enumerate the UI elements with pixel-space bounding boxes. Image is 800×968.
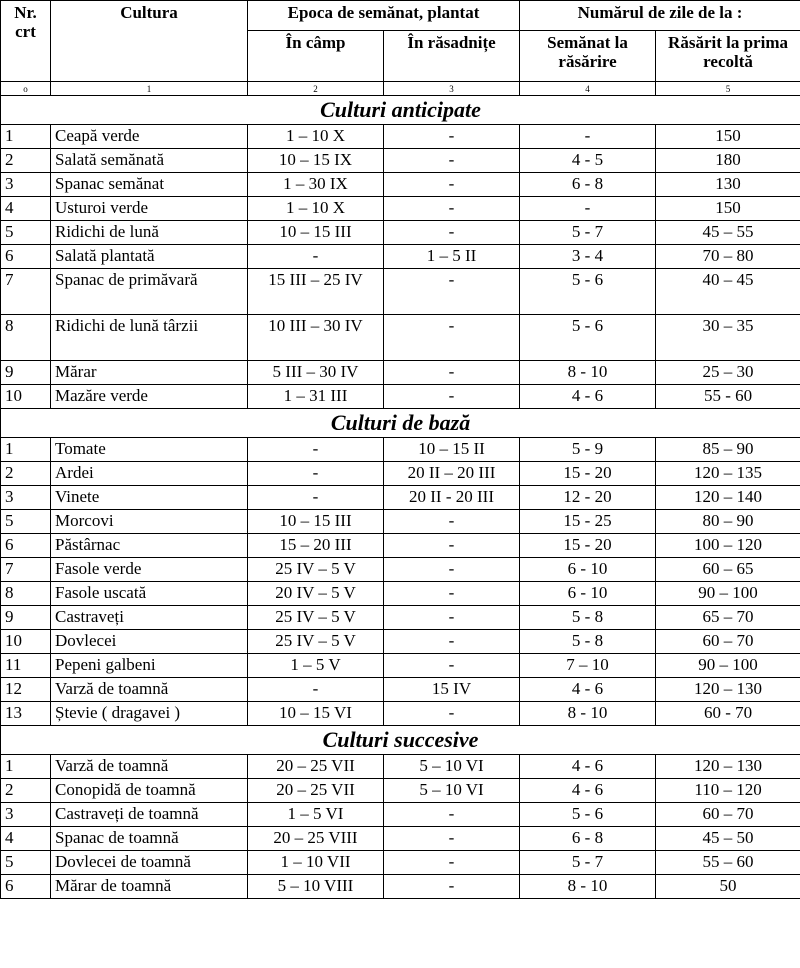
table-row xyxy=(1,486,800,510)
days-sowing-to-emergence-cell: 15 - 20 xyxy=(520,462,656,486)
section-header-row xyxy=(1,726,800,755)
days-emergence-to-harvest-cell: 85 – 90 xyxy=(656,438,800,462)
nursery-sowing-period-cell: - xyxy=(384,197,520,221)
crop-name-cell: Morcovi xyxy=(51,510,248,534)
column-index: 5 xyxy=(656,82,800,96)
column-index: 2 xyxy=(248,82,384,96)
table-row xyxy=(1,173,800,197)
days-emergence-to-harvest-cell: 55 - 60 xyxy=(656,385,800,409)
row-number-cell: 5 xyxy=(1,510,51,534)
table-row xyxy=(1,558,800,582)
days-emergence-to-harvest-cell: 65 – 70 xyxy=(656,606,800,630)
days-emergence-to-harvest-cell: 120 – 135 xyxy=(656,462,800,486)
header-semanat-rasarire: Semănat la răsărire xyxy=(520,31,656,82)
table-row xyxy=(1,678,800,702)
table-row xyxy=(1,385,800,409)
days-emergence-to-harvest-cell: 70 – 80 xyxy=(656,245,800,269)
table-row xyxy=(1,315,800,361)
field-sowing-period-cell: 10 – 15 IX xyxy=(248,149,384,173)
field-sowing-period-cell: 10 – 15 VI xyxy=(248,702,384,726)
nursery-sowing-period-cell: - xyxy=(384,702,520,726)
crop-name-cell: Mărar xyxy=(51,361,248,385)
days-emergence-to-harvest-cell: 45 – 50 xyxy=(656,827,800,851)
row-number-cell: 9 xyxy=(1,606,51,630)
field-sowing-period-cell: 10 III – 30 IV xyxy=(248,315,384,361)
header-rasarit-recolta: Răsărit la prima recoltă xyxy=(656,31,800,82)
header-numarul-zile: Numărul de zile de la : xyxy=(520,1,800,31)
field-sowing-period-cell: 1 – 5 V xyxy=(248,654,384,678)
row-number-cell: 9 xyxy=(1,361,51,385)
crop-name-cell: Castraveți xyxy=(51,606,248,630)
days-emergence-to-harvest-cell: 45 – 55 xyxy=(656,221,800,245)
field-sowing-period-cell: 1 – 30 IX xyxy=(248,173,384,197)
days-sowing-to-emergence-cell: 8 - 10 xyxy=(520,875,656,899)
table-row xyxy=(1,245,800,269)
days-sowing-to-emergence-cell: 5 - 8 xyxy=(520,606,656,630)
days-emergence-to-harvest-cell: 130 xyxy=(656,173,800,197)
row-number-cell: 7 xyxy=(1,558,51,582)
table-row xyxy=(1,630,800,654)
field-sowing-period-cell: - xyxy=(248,462,384,486)
days-sowing-to-emergence-cell: 15 - 20 xyxy=(520,534,656,558)
crop-name-cell: Varză de toamnă xyxy=(51,678,248,702)
header-epoca: Epoca de semănat, plantat xyxy=(248,1,520,31)
field-sowing-period-cell: 20 – 25 VIII xyxy=(248,827,384,851)
table-row xyxy=(1,462,800,486)
crop-name-cell: Spanac de primăvară xyxy=(51,269,248,315)
nursery-sowing-period-cell: - xyxy=(384,582,520,606)
days-emergence-to-harvest-cell: 60 – 70 xyxy=(656,630,800,654)
field-sowing-period-cell: 20 – 25 VII xyxy=(248,779,384,803)
crop-name-cell: Vinete xyxy=(51,486,248,510)
column-index: o xyxy=(1,82,51,96)
days-emergence-to-harvest-cell: 30 – 35 xyxy=(656,315,800,361)
section-title: Culturi anticipate xyxy=(1,96,800,125)
crop-name-cell: Ardei xyxy=(51,462,248,486)
row-number-cell: 1 xyxy=(1,125,51,149)
header-in-rasadnite: În răsadnițe xyxy=(384,31,520,82)
crop-name-cell: Dovlecei de toamnă xyxy=(51,851,248,875)
field-sowing-period-cell: 15 – 20 III xyxy=(248,534,384,558)
days-sowing-to-emergence-cell: 4 - 6 xyxy=(520,755,656,779)
days-emergence-to-harvest-cell: 110 – 120 xyxy=(656,779,800,803)
row-number-cell: 6 xyxy=(1,875,51,899)
row-number-cell: 4 xyxy=(1,197,51,221)
row-number-cell: 2 xyxy=(1,779,51,803)
row-number-cell: 3 xyxy=(1,173,51,197)
crop-name-cell: Fasole verde xyxy=(51,558,248,582)
crop-name-cell: Dovlecei xyxy=(51,630,248,654)
nursery-sowing-period-cell: 20 II – 20 III xyxy=(384,462,520,486)
row-number-cell: 3 xyxy=(1,486,51,510)
days-emergence-to-harvest-cell: 100 – 120 xyxy=(656,534,800,558)
section-title: Culturi succesive xyxy=(1,726,800,755)
field-sowing-period-cell: 1 – 10 X xyxy=(248,125,384,149)
field-sowing-period-cell: 5 III – 30 IV xyxy=(248,361,384,385)
table-row xyxy=(1,851,800,875)
row-number-cell: 6 xyxy=(1,245,51,269)
crop-name-cell: Păstârnac xyxy=(51,534,248,558)
nursery-sowing-period-cell: - xyxy=(384,125,520,149)
nursery-sowing-period-cell: - xyxy=(384,361,520,385)
days-emergence-to-harvest-cell: 60 – 70 xyxy=(656,803,800,827)
row-number-cell: 12 xyxy=(1,678,51,702)
field-sowing-period-cell: 20 IV – 5 V xyxy=(248,582,384,606)
header-in-camp: În câmp xyxy=(248,31,384,82)
row-number-cell: 11 xyxy=(1,654,51,678)
table-row xyxy=(1,803,800,827)
days-emergence-to-harvest-cell: 40 – 45 xyxy=(656,269,800,315)
days-emergence-to-harvest-cell: 120 – 130 xyxy=(656,755,800,779)
nursery-sowing-period-cell: - xyxy=(384,385,520,409)
table-row xyxy=(1,510,800,534)
crop-name-cell: Ștevie ( dragavei ) xyxy=(51,702,248,726)
row-number-cell: 5 xyxy=(1,221,51,245)
field-sowing-period-cell: 15 III – 25 IV xyxy=(248,269,384,315)
table-row xyxy=(1,654,800,678)
days-emergence-to-harvest-cell: 90 – 100 xyxy=(656,582,800,606)
days-sowing-to-emergence-cell: 8 - 10 xyxy=(520,361,656,385)
section-header-row xyxy=(1,409,800,438)
days-emergence-to-harvest-cell: 150 xyxy=(656,197,800,221)
row-number-cell: 2 xyxy=(1,149,51,173)
crop-name-cell: Salată semănată xyxy=(51,149,248,173)
crop-name-cell: Ridichi de lună xyxy=(51,221,248,245)
days-emergence-to-harvest-cell: 60 – 65 xyxy=(656,558,800,582)
days-emergence-to-harvest-cell: 150 xyxy=(656,125,800,149)
crop-name-cell: Varză de toamnă xyxy=(51,755,248,779)
row-number-cell: 7 xyxy=(1,269,51,315)
days-sowing-to-emergence-cell: 5 - 6 xyxy=(520,315,656,361)
crop-name-cell: Tomate xyxy=(51,438,248,462)
days-sowing-to-emergence-cell: 5 - 7 xyxy=(520,851,656,875)
section-header-row xyxy=(1,96,800,125)
row-number-cell: 2 xyxy=(1,462,51,486)
nursery-sowing-period-cell: - xyxy=(384,875,520,899)
field-sowing-period-cell: - xyxy=(248,438,384,462)
column-index: 3 xyxy=(384,82,520,96)
days-sowing-to-emergence-cell: 5 - 6 xyxy=(520,269,656,315)
table-row xyxy=(1,361,800,385)
days-sowing-to-emergence-cell: 6 - 8 xyxy=(520,827,656,851)
table-row xyxy=(1,827,800,851)
field-sowing-period-cell: 5 – 10 VIII xyxy=(248,875,384,899)
field-sowing-period-cell: 25 IV – 5 V xyxy=(248,558,384,582)
crop-name-cell: Salată plantată xyxy=(51,245,248,269)
row-number-cell: 6 xyxy=(1,534,51,558)
field-sowing-period-cell: 1 – 10 X xyxy=(248,197,384,221)
crop-name-cell: Usturoi verde xyxy=(51,197,248,221)
header-cultura: Cultura xyxy=(51,1,248,82)
crop-name-cell: Mărar de toamnă xyxy=(51,875,248,899)
days-sowing-to-emergence-cell: 6 - 10 xyxy=(520,582,656,606)
nursery-sowing-period-cell: - xyxy=(384,827,520,851)
nursery-sowing-period-cell: - xyxy=(384,630,520,654)
nursery-sowing-period-cell: - xyxy=(384,221,520,245)
field-sowing-period-cell: 20 – 25 VII xyxy=(248,755,384,779)
nursery-sowing-period-cell: - xyxy=(384,606,520,630)
table-row xyxy=(1,606,800,630)
nursery-sowing-period-cell: - xyxy=(384,851,520,875)
row-number-cell: 1 xyxy=(1,755,51,779)
row-number-cell: 13 xyxy=(1,702,51,726)
days-sowing-to-emergence-cell: 6 - 8 xyxy=(520,173,656,197)
days-emergence-to-harvest-cell: 50 xyxy=(656,875,800,899)
row-number-cell: 10 xyxy=(1,385,51,409)
days-sowing-to-emergence-cell: - xyxy=(520,197,656,221)
field-sowing-period-cell: - xyxy=(248,678,384,702)
nursery-sowing-period-cell: 5 – 10 VI xyxy=(384,779,520,803)
nursery-sowing-period-cell: - xyxy=(384,803,520,827)
nursery-sowing-period-cell: - xyxy=(384,269,520,315)
days-emergence-to-harvest-cell: 120 – 140 xyxy=(656,486,800,510)
table-row xyxy=(1,125,800,149)
table-row xyxy=(1,221,800,245)
row-number-cell: 8 xyxy=(1,315,51,361)
table-row xyxy=(1,149,800,173)
crop-name-cell: Ridichi de lună târzii xyxy=(51,315,248,361)
field-sowing-period-cell: 25 IV – 5 V xyxy=(248,630,384,654)
crop-name-cell: Fasole uscată xyxy=(51,582,248,606)
days-emergence-to-harvest-cell: 60 - 70 xyxy=(656,702,800,726)
row-number-cell: 1 xyxy=(1,438,51,462)
days-emergence-to-harvest-cell: 80 – 90 xyxy=(656,510,800,534)
days-emergence-to-harvest-cell: 25 – 30 xyxy=(656,361,800,385)
nursery-sowing-period-cell: 15 IV xyxy=(384,678,520,702)
field-sowing-period-cell: - xyxy=(248,486,384,510)
nursery-sowing-period-cell: 5 – 10 VI xyxy=(384,755,520,779)
table-row xyxy=(1,779,800,803)
crop-name-cell: Mazăre verde xyxy=(51,385,248,409)
table-row xyxy=(1,269,800,315)
table-row xyxy=(1,582,800,606)
days-emergence-to-harvest-cell: 90 – 100 xyxy=(656,654,800,678)
row-number-cell: 8 xyxy=(1,582,51,606)
row-number-cell: 5 xyxy=(1,851,51,875)
table-row xyxy=(1,534,800,558)
days-emergence-to-harvest-cell: 180 xyxy=(656,149,800,173)
table-row xyxy=(1,438,800,462)
crop-name-cell: Ceapă verde xyxy=(51,125,248,149)
days-sowing-to-emergence-cell: - xyxy=(520,125,656,149)
table-row xyxy=(1,755,800,779)
field-sowing-period-cell: - xyxy=(248,245,384,269)
nursery-sowing-period-cell: - xyxy=(384,558,520,582)
crop-name-cell: Spanac semănat xyxy=(51,173,248,197)
crop-name-cell: Castraveți de toamnă xyxy=(51,803,248,827)
column-index: 1 xyxy=(51,82,248,96)
column-index: 4 xyxy=(520,82,656,96)
days-sowing-to-emergence-cell: 5 - 6 xyxy=(520,803,656,827)
days-sowing-to-emergence-cell: 3 - 4 xyxy=(520,245,656,269)
table-row xyxy=(1,875,800,899)
days-sowing-to-emergence-cell: 8 - 10 xyxy=(520,702,656,726)
crop-name-cell: Spanac de toamnă xyxy=(51,827,248,851)
days-sowing-to-emergence-cell: 6 - 10 xyxy=(520,558,656,582)
field-sowing-period-cell: 10 – 15 III xyxy=(248,510,384,534)
header-nr-crt: Nr. crt xyxy=(1,1,51,82)
nursery-sowing-period-cell: 10 – 15 II xyxy=(384,438,520,462)
days-sowing-to-emergence-cell: 5 - 7 xyxy=(520,221,656,245)
nursery-sowing-period-cell: - xyxy=(384,149,520,173)
days-sowing-to-emergence-cell: 4 - 6 xyxy=(520,779,656,803)
days-sowing-to-emergence-cell: 5 - 9 xyxy=(520,438,656,462)
field-sowing-period-cell: 1 – 31 III xyxy=(248,385,384,409)
table-row xyxy=(1,702,800,726)
row-number-cell: 10 xyxy=(1,630,51,654)
nursery-sowing-period-cell: - xyxy=(384,173,520,197)
days-emergence-to-harvest-cell: 120 – 130 xyxy=(656,678,800,702)
table-body xyxy=(1,96,800,899)
nursery-sowing-period-cell: - xyxy=(384,510,520,534)
crop-name-cell: Conopidă de toamnă xyxy=(51,779,248,803)
field-sowing-period-cell: 1 – 5 VI xyxy=(248,803,384,827)
crop-name-cell: Pepeni galbeni xyxy=(51,654,248,678)
nursery-sowing-period-cell: - xyxy=(384,315,520,361)
field-sowing-period-cell: 25 IV – 5 V xyxy=(248,606,384,630)
table-row xyxy=(1,197,800,221)
days-sowing-to-emergence-cell: 7 – 10 xyxy=(520,654,656,678)
nursery-sowing-period-cell: - xyxy=(384,534,520,558)
nursery-sowing-period-cell: - xyxy=(384,654,520,678)
days-sowing-to-emergence-cell: 4 - 6 xyxy=(520,678,656,702)
nursery-sowing-period-cell: 1 – 5 II xyxy=(384,245,520,269)
days-emergence-to-harvest-cell: 55 – 60 xyxy=(656,851,800,875)
days-sowing-to-emergence-cell: 12 - 20 xyxy=(520,486,656,510)
section-title: Culturi de bază xyxy=(1,409,800,438)
field-sowing-period-cell: 1 – 10 VII xyxy=(248,851,384,875)
row-number-cell: 4 xyxy=(1,827,51,851)
row-number-cell: 3 xyxy=(1,803,51,827)
field-sowing-period-cell: 10 – 15 III xyxy=(248,221,384,245)
days-sowing-to-emergence-cell: 4 - 5 xyxy=(520,149,656,173)
days-sowing-to-emergence-cell: 15 - 25 xyxy=(520,510,656,534)
days-sowing-to-emergence-cell: 4 - 6 xyxy=(520,385,656,409)
days-sowing-to-emergence-cell: 5 - 8 xyxy=(520,630,656,654)
nursery-sowing-period-cell: 20 II - 20 III xyxy=(384,486,520,510)
